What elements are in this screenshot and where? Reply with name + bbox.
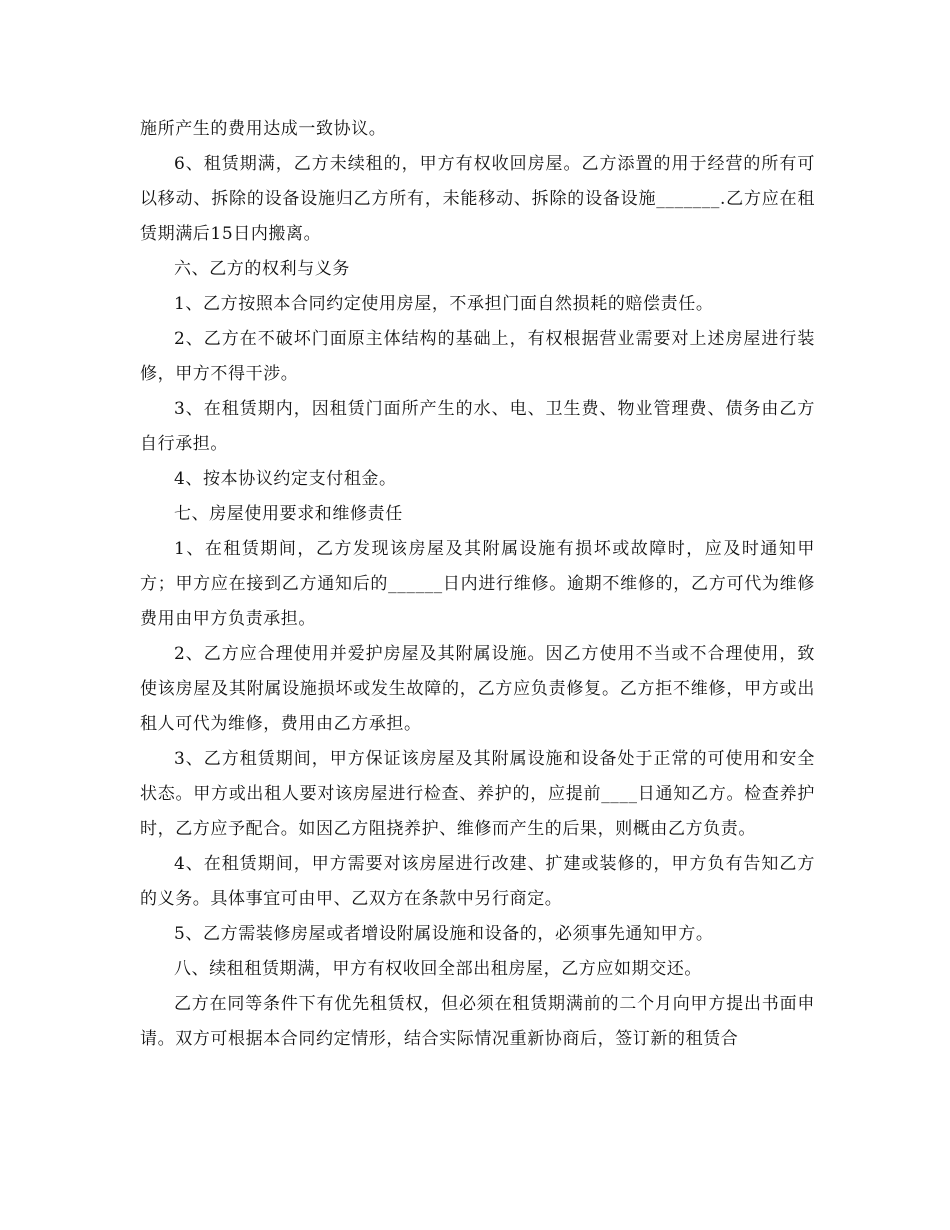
section-heading-7: 七、房屋使用要求和维修责任 <box>174 504 403 524</box>
paragraph-clause-6-1: 1、乙方按照本合同约定使用房屋，不承担门面自然损耗的赔偿责任。 <box>174 294 714 314</box>
paragraph-renewal: 乙方在同等条件下有优先租赁权，但必须在租赁期满前的二个月向甲方提出书面申请。双方可根据本合同约定情形，结合实际情况重新协商后，签订新的租赁合 <box>140 994 815 1049</box>
paragraph-clause-7-5: 5、乙方需装修房屋或者增设附属设施和设备的，必须事先通知甲方。 <box>174 924 714 944</box>
paragraph-clause-7-1: 1、在租赁期间，乙方发现该房屋及其附属设施有损坏或故障时，应及时通知甲方；甲方应在接到乙方通知后的______日内进行维修。逾期不维修的，乙方可代为维修费用由甲方负责承担。 <box>140 539 815 629</box>
paragraph-continuation: 施所产生的费用达成一致协议。 <box>140 119 387 139</box>
paragraph-clause-7-2: 2、乙方应合理使用并爱护房屋及其附属设施。因乙方使用不当或不合理使用，致使该房屋及其附属设施损坏或发生故障的，乙方应负责修复。乙方拒不维修，甲方或出租人可代为维修，费用由乙方承担。 <box>140 644 815 734</box>
paragraph-clause-7-3: 3、乙方租赁期间，甲方保证该房屋及其附属设施和设备处于正常的可使用和安全状态。甲方或出租人要对该房屋进行检查、养护的，应提前____日通知乙方。检查养护时，乙方应予配合。如因乙方阻挠养护、维修而产生的后果，则概由乙方负责。 <box>140 749 815 839</box>
document-body <box>140 112 815 1057</box>
paragraph-clause-6-3: 3、在租赁期内，因租赁门面所产生的水、电、卫生费、物业管理费、债务由乙方自行承担。 <box>140 399 815 454</box>
paragraph-clause-5-6: 6、租赁期满，乙方未续租的，甲方有权收回房屋。乙方添置的用于经营的所有可以移动、拆除的设备设施归乙方所有，未能移动、拆除的设备设施_______.乙方应在租赁期满后15日内搬离。 <box>140 154 815 244</box>
paragraph-clause-6-4: 4、按本协议约定支付租金。 <box>174 469 397 489</box>
section-heading-6: 六、乙方的权利与义务 <box>174 259 350 279</box>
paragraph-clause-7-4: 4、在租赁期间，甲方需要对该房屋进行改建、扩建或装修的，甲方负有告知乙方的义务。具体事宜可由甲、乙双方在条款中另行商定。 <box>140 854 815 909</box>
section-heading-8: 八、续租租赁期满，甲方有权收回全部出租房屋，乙方应如期交还。 <box>174 959 702 979</box>
paragraph-clause-6-2: 2、乙方在不破坏门面原主体结构的基础上，有权根据营业需要对上述房屋进行装修，甲方不得干涉。 <box>140 329 815 384</box>
